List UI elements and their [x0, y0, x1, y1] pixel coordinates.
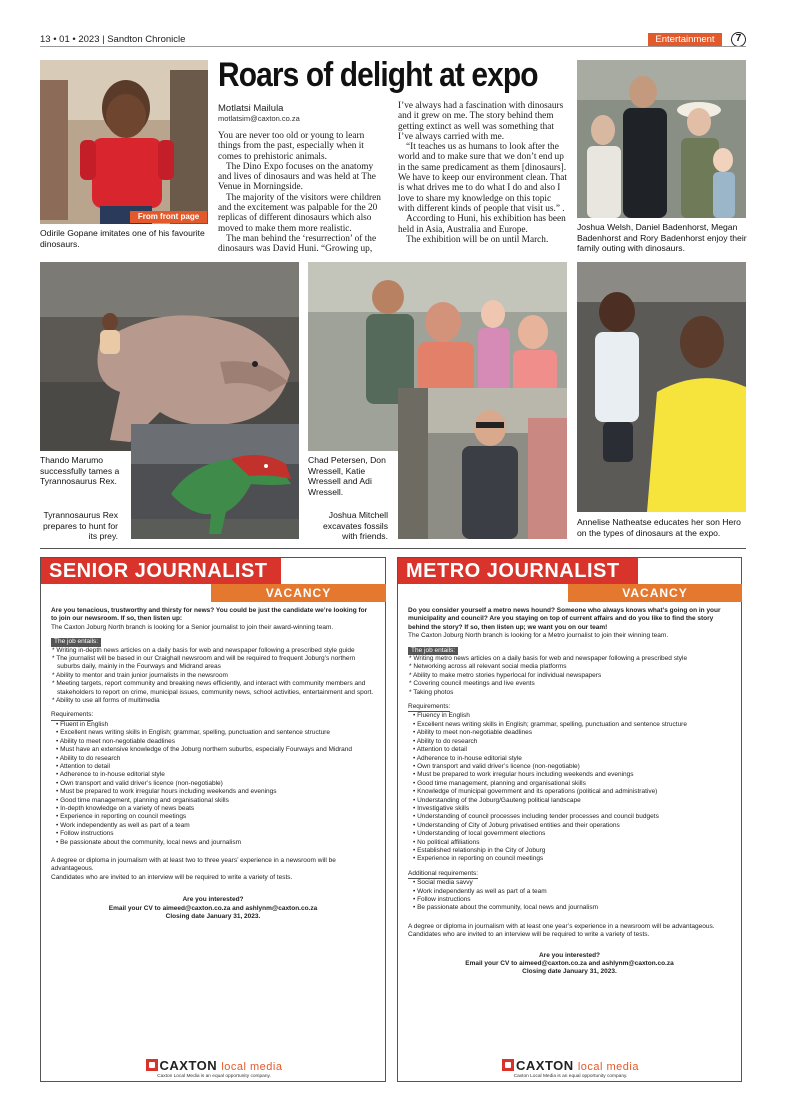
- caxton-logo-tagline: Caxton Local Media is an equal opportunity company.: [513, 1074, 628, 1079]
- list-item: • In-depth knowledge on a variety of news beats: [56, 804, 195, 812]
- list-item: • Own transport and valid driver’s licence (non-negotiable): [413, 762, 580, 770]
- ad-metro-req-label: Requirements:: [408, 703, 450, 712]
- list-item: * Ability to use all forms of multimedia: [52, 697, 160, 705]
- list-item: • Attention to detail: [56, 762, 110, 770]
- article-paragraph: I’ve always had a fascination with dinosaurs and it grew on me. The story behind them getting extinct as well was something that I’ve always carried with me.: [398, 101, 564, 142]
- list-item: • Experience in reporting on council meetings: [413, 855, 544, 863]
- section-badge: Entertainment: [648, 33, 722, 46]
- caxton-logo-text: CAXTON: [159, 1058, 218, 1073]
- ad-senior-req-label: Requirements:: [51, 711, 93, 720]
- ad-metro-candidates: Candidates who are invited to an interview will be required to write a variety of tests.: [408, 931, 650, 939]
- ad-metro-additional-label: Additional requirements:: [408, 870, 478, 879]
- article-column-2: [398, 101, 568, 245]
- caxton-logo: [398, 1058, 743, 1079]
- list-item: * Taking photos: [409, 688, 454, 696]
- list-item: • Must be prepared to work irregular hours including weekends and evenings: [56, 788, 277, 796]
- caxton-logo-tagline: Caxton Local Media is an equal opportunity company.: [157, 1074, 271, 1079]
- list-item: • Be passionate about the community, local news and journalism: [413, 904, 598, 912]
- article-paragraph: The man behind the ‘resurrection’ of the dinosaurs was David Huni. “Growing up,: [218, 233, 377, 255]
- list-item: * The journalist will be based in our Craighall newsroom and will be required to frequent Joburg’s northern suburbs daily, mainly in the Fourways and Midrand areas: [52, 655, 356, 671]
- list-item: • Ability to meet non-negotiable deadlines: [413, 729, 532, 737]
- ad-senior-journalist: [40, 557, 386, 1082]
- list-item: • Established relationship in the City of Joburg: [413, 846, 546, 854]
- caxton-logo-sub: local media: [221, 1061, 283, 1073]
- article-paragraph: The Dino Expo focuses on the anatomy and lives of dinosaurs and was held at The Venue in Morningside.: [218, 161, 376, 193]
- ad-senior-vacancy: VACANCY: [211, 584, 386, 602]
- caption-thando: Thando Marumo successfully tames a Tyrannosaurus Rex.: [40, 455, 120, 486]
- list-item: • Excellent news writing skills in English; grammar, spelling, punctuation and sentence structure: [413, 720, 687, 728]
- issue-date-paper: 13 • 01 • 2023 | Sandton Chronicle: [40, 34, 186, 45]
- list-item: • Ability to do research: [413, 737, 478, 745]
- list-item: * Networking across all relevant social media platforms: [409, 663, 567, 671]
- ad-senior-body: [41, 602, 385, 921]
- photo-odirile-gopane: [40, 60, 208, 224]
- list-item: * Covering council meetings and live events: [409, 680, 535, 688]
- caption-petersen: Chad Petersen, Don Wressell, Katie Wressell and Adi Wressell.: [308, 455, 386, 497]
- caxton-logo-text: CAXTON: [516, 1058, 574, 1073]
- list-item: * Ability to mentor and train junior journalists in the newsroom: [52, 671, 228, 679]
- list-item: • Must have an extensive knowledge of the Joburg northern suburbs, especially Fourways and Midrand: [56, 746, 353, 754]
- list-item: • Understanding of City of Joburg privatised entities and their operations: [413, 821, 620, 829]
- list-item: • No political affiliations: [413, 838, 480, 846]
- list-item: • Own transport and valid driver’s licence (non-negotiable): [56, 779, 223, 787]
- photo-annelise-hero: [577, 262, 746, 512]
- list-item: • Work independently as well as part of a team: [56, 821, 190, 829]
- caption-mitchell: Joshua Mitchell excavates fossils with friends.: [323, 510, 388, 541]
- ad-metro-closing: Closing date January 31, 2023.: [522, 968, 617, 976]
- caxton-logo-icon: [146, 1059, 158, 1071]
- article-author-email: motlatsim@caxton.co.za: [218, 114, 300, 123]
- list-item: • Fluent in English: [56, 720, 109, 728]
- list-item: • Understanding of council processes including tender processes and council budgets: [413, 813, 659, 821]
- article-paragraph: You are never too old or young to learn things from the past, especially when it comes to prehistoric animals.: [218, 131, 365, 162]
- ad-metro-degree: A degree or diploma in journalism with at least one year’s experience in a newsroom will be advantageous.: [408, 922, 715, 930]
- ad-metro-body: [398, 602, 741, 977]
- ad-metro-vacancy: VACANCY: [568, 584, 742, 602]
- list-item: * Writing metro news articles on a daily basis for web and newspaper following a prescribed style: [409, 655, 688, 663]
- list-item: • Ability to meet non-negotiable deadlines: [56, 737, 175, 745]
- photo-thando-trex: [40, 262, 299, 451]
- list-item: • Adherence to in-house editorial style: [413, 754, 522, 762]
- list-item: • Investigative skills: [413, 804, 470, 812]
- list-item: • Experience in reporting on council meetings: [56, 813, 187, 821]
- ad-metro-interested: Are you interested?: [538, 951, 601, 959]
- ad-senior-intro-bold: Are you tenacious, trustworthy and thirsty for news? You could be just the candidate we’re looking for to join our newsroom. If so, then listen up:: [51, 607, 368, 623]
- caption-odirile: Odirile Gopane imitates one of his favourite dinosaurs.: [40, 228, 205, 249]
- photo-welsh-badenhorst-family: [577, 60, 746, 218]
- ad-senior-intro: The Caxton Joburg North branch is looking for a Senior journalist to join their award-winning team.: [51, 623, 334, 631]
- article-column-1: [218, 131, 388, 255]
- caption-annelise: Annelise Natheatse educates her son Hero on the types of dinosaurs at the expo.: [577, 517, 741, 538]
- list-item: • Be passionate about the community, local news and journalism: [56, 838, 241, 846]
- caxton-logo: [41, 1058, 387, 1079]
- ad-metro-intro: The Caxton Joburg North branch is looking for a Metro journalist to join their winning team.: [408, 632, 669, 640]
- ad-senior-candidates: Candidates who are invited to an interview will be required to write a variety of tests.: [51, 873, 293, 881]
- list-item: • Knowledge of municipal government and its operations (political and administrative): [413, 788, 658, 796]
- caption-family: Joshua Welsh, Daniel Badenhorst, Megan Badenhorst and Rory Badenhorst enjoy their family outing with dinosaurs.: [577, 222, 747, 253]
- ad-metro-entails-list: [408, 655, 731, 697]
- photo-joshua-mitchell: [398, 388, 567, 539]
- caxton-logo-sub: local media: [577, 1061, 639, 1073]
- article-paragraph: The exhibition will be on until March.: [406, 234, 549, 245]
- ad-senior-requirements-list: [51, 721, 375, 847]
- list-item: • Ability to do research: [56, 754, 121, 762]
- ad-metro-email[interactable]: Email your CV to aimeed@caxton.co.za and ashlynm@caxton.co.za: [465, 960, 674, 968]
- ad-senior-email[interactable]: Email your CV to aimeed@caxton.co.za and ashlynm@caxton.co.za: [108, 904, 318, 912]
- page-number: 7: [731, 32, 746, 47]
- list-item: • Adherence to in-house editorial style: [56, 771, 165, 779]
- list-item: • Work independently as well as part of a team: [413, 887, 547, 895]
- list-item: • Good time management, planning and organisational skills: [413, 779, 586, 787]
- ad-senior-closing: Closing date January 31, 2023.: [165, 913, 261, 920]
- list-item: • Excellent news writing skills in English; grammar, spelling, punctuation and sentence structure: [56, 729, 330, 737]
- ad-senior-entails-list: [51, 647, 375, 706]
- ad-senior-degree: A degree or diploma in journalism with at least two to three years’ experience in a newsroom will be advantageous.: [51, 856, 336, 873]
- article-paragraph: According to Huni, his exhibition has been held in Asia, Australia and Europe.: [398, 214, 566, 235]
- ad-senior-title: SENIOR JOURNALIST: [41, 558, 281, 584]
- caption-trex-hunting: Tyrannosaurus Rex prepares to hunt for its prey.: [42, 510, 118, 541]
- ad-metro-intro-bold: Do you consider yourself a metro news hound? Someone who always knows what’s going on in your municipality and council? Are you staying on top of current affairs and do you like to find the story behind the story? If so, then listen up; we want you on our team!: [408, 607, 721, 631]
- list-item: • Attention to detail: [413, 746, 467, 754]
- ad-metro-title: METRO JOURNALIST: [398, 558, 638, 584]
- ad-senior-entails-label: The job entails:: [51, 638, 101, 646]
- section-divider: [40, 548, 746, 549]
- list-item: • Follow instructions: [413, 896, 471, 903]
- list-item: * Meeting targets, report community and breaking news efficiently, and interact with community members and stakeholders to report on crime, municipal issues, community news, school activities, entertainment and sport.: [52, 680, 374, 696]
- list-item: • Must be prepared to work irregular hours including weekends and evenings: [413, 771, 634, 779]
- photo-trex-hunting: [131, 424, 299, 539]
- header-rule: [40, 46, 746, 47]
- list-item: * Ability to make metro stories hyperlocal for individual newspapers: [409, 671, 602, 679]
- ad-metro-journalist: [397, 557, 742, 1082]
- list-item: • Good time management, planning and organisational skills: [56, 796, 229, 804]
- list-item: • Social media savvy: [413, 879, 473, 887]
- caxton-logo-icon: [502, 1059, 514, 1071]
- list-item: • Understanding of local government elections: [413, 830, 546, 838]
- list-item: • Understanding of the Joburg/Gauteng political landscape: [413, 796, 581, 804]
- article-paragraph: The majority of the visitors were children and the excitement was palpable for the 20 replicas of different dinosaurs which also moved to make them more realistic.: [218, 192, 381, 234]
- article-paragraph: “It teaches us as humans to look after the world and to make sure that we don’t end up in the same predicament as them [dinosaurs]. We have to keep our environment clean. That is what drives me to do what I do and also I love to share my knowledge on this topic with different kinds of people that visit us.” .: [398, 142, 567, 214]
- list-item: • Fluency in English: [413, 712, 470, 720]
- article-headline: Roars of delight at expo: [218, 56, 538, 94]
- article-author: Motlatsi Mailula: [218, 103, 284, 114]
- ad-metro-additional-list: [408, 879, 731, 913]
- ad-metro-entails-label: The job entails:: [408, 647, 458, 655]
- ad-metro-requirements-list: [408, 712, 731, 863]
- list-item: • Follow instructions: [56, 830, 114, 838]
- from-front-page-badge: From front page: [130, 211, 207, 223]
- ad-senior-interested: Are you interested?: [182, 896, 244, 904]
- list-item: * Writing in-depth news articles on a daily basis for web and newspaper following a prescribed style guide: [52, 646, 355, 654]
